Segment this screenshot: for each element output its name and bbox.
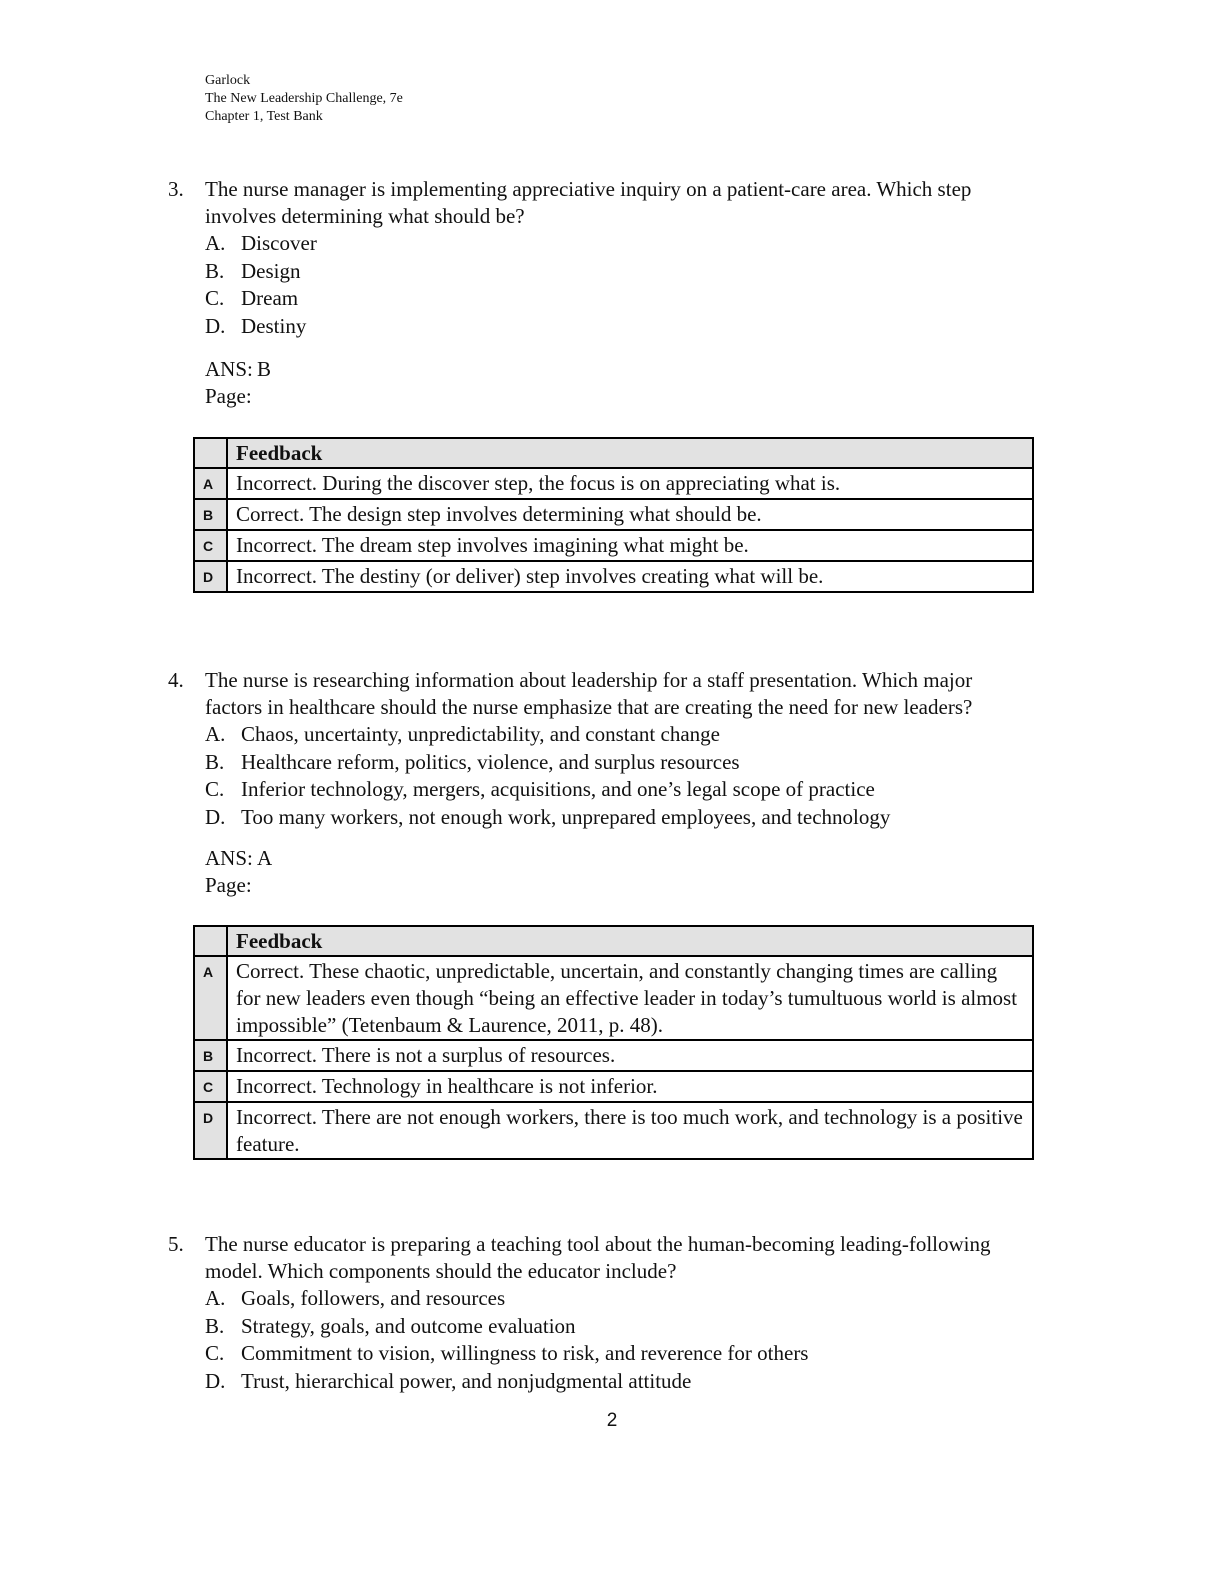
- option-text: Inferior technology, mergers, acquisitions, and one’s legal scope of practice: [241, 777, 875, 801]
- feedback-text: Incorrect. There are not enough workers, there is too much work, and technology is a positive feature.: [227, 1102, 1033, 1159]
- option-letter: C.: [205, 1341, 225, 1365]
- option-letter: D.: [205, 1368, 226, 1393]
- feedback-text: Incorrect. The dream step involves imagining what might be.: [227, 530, 1033, 561]
- feedback-key-header: [194, 926, 227, 956]
- feedback-header: Feedback: [227, 926, 1033, 956]
- table-row: [194, 956, 1033, 1040]
- answer-options: [168, 1285, 1108, 1395]
- answer-line: [205, 356, 1108, 383]
- feedback-key: B: [194, 499, 227, 530]
- table-row: [194, 530, 1033, 561]
- option-text: Goals, followers, and resources: [241, 1286, 506, 1310]
- table-row: [194, 1102, 1033, 1159]
- option-text: Design: [241, 258, 301, 283]
- feedback-key: A: [194, 956, 227, 1040]
- option-d: [205, 1368, 1108, 1396]
- answer-value: B: [257, 357, 272, 381]
- option-letter: A.: [205, 1286, 226, 1310]
- feedback-table-q4: [193, 925, 1034, 1160]
- document-header: [205, 72, 403, 126]
- option-text: Strategy, goals, and outcome evaluation: [241, 1313, 576, 1338]
- table-row: [194, 468, 1033, 499]
- feedback-text: Incorrect. Technology in healthcare is not inferior.: [227, 1071, 1033, 1102]
- page-number: 2: [606, 1410, 618, 1431]
- feedback-key: A: [194, 468, 227, 499]
- answer-block: [168, 845, 1108, 899]
- question-stem: [168, 667, 1108, 721]
- feedback-text: Incorrect. During the discover step, the focus is on appreciating what is.: [227, 468, 1033, 499]
- option-letter: A.: [205, 722, 226, 746]
- question-5: [168, 1231, 1108, 1395]
- option-text: Destiny: [241, 313, 307, 338]
- answer-options: [168, 230, 1108, 340]
- header-chapter: Chapter 1, Test Bank: [205, 109, 323, 124]
- feedback-key: C: [194, 530, 227, 561]
- table-row: [194, 499, 1033, 530]
- stem-line: The nurse is researching information about leadership for a staff presentation. Which major: [205, 668, 973, 692]
- table-row: [194, 1071, 1033, 1102]
- feedback-table-q3: [193, 437, 1034, 593]
- feedback-key: D: [194, 1102, 227, 1159]
- answer-options: [168, 721, 1108, 831]
- option-text: Dream: [241, 286, 299, 310]
- feedback-text: Correct. These chaotic, unpredictable, uncertain, and constantly changing times are calling for new leaders even though “being an effective leader in today’s tumultuous world is almost impossible” (Tetenbaum & Laurence, 2011, p. 48).: [227, 956, 1033, 1040]
- feedback-header-row: [194, 926, 1033, 956]
- table-row: [194, 561, 1033, 592]
- option-a: [205, 721, 1108, 749]
- question-number: 5.: [168, 1232, 184, 1256]
- option-a: [205, 1285, 1108, 1313]
- stem-line: involves determining what should be?: [205, 204, 525, 228]
- feedback-key: B: [194, 1040, 227, 1071]
- option-d: [205, 313, 1108, 341]
- question-number: 4.: [168, 668, 184, 692]
- answer-line: [205, 845, 1108, 872]
- feedback-header-row: [194, 438, 1033, 468]
- option-text: Chaos, uncertainty, unpredictability, and constant change: [241, 722, 720, 746]
- option-b: [205, 1313, 1108, 1341]
- option-c: [205, 776, 1108, 804]
- option-letter: C.: [205, 286, 225, 310]
- option-letter: A.: [205, 231, 226, 255]
- option-text: Healthcare reform, politics, violence, and surplus resources: [241, 749, 740, 774]
- option-a: [205, 230, 1108, 258]
- question-number: 3.: [168, 177, 184, 201]
- question-stem: [168, 1231, 1108, 1285]
- stem-line: factors in healthcare should the nurse emphasize that are creating the need for new leaders?: [205, 695, 973, 719]
- option-letter: C.: [205, 777, 225, 801]
- page-label: Page:: [205, 873, 252, 897]
- option-d: [205, 804, 1108, 832]
- option-text: Too many workers, not enough work, unprepared employees, and technology: [241, 804, 891, 829]
- option-letter: D.: [205, 313, 226, 338]
- option-c: [205, 1340, 1108, 1368]
- question-stem: [168, 176, 1108, 230]
- feedback-key: D: [194, 561, 227, 592]
- option-text: Trust, hierarchical power, and nonjudgmental attitude: [241, 1368, 692, 1393]
- question-3: [168, 176, 1108, 410]
- table-row: [194, 1040, 1033, 1071]
- stem-line: The nurse manager is implementing appreciative inquiry on a patient-care area. Which step: [205, 177, 972, 201]
- option-c: [205, 285, 1108, 313]
- option-text: Commitment to vision, willingness to risk, and reverence for others: [241, 1341, 809, 1365]
- answer-label: ANS:: [205, 357, 253, 381]
- option-text: Discover: [241, 231, 317, 255]
- feedback-text: Correct. The design step involves determining what should be.: [227, 499, 1033, 530]
- option-b: [205, 258, 1108, 286]
- option-letter: B.: [205, 258, 225, 283]
- feedback-header: Feedback: [227, 438, 1033, 468]
- option-b: [205, 749, 1108, 777]
- feedback-text: Incorrect. There is not a surplus of resources.: [227, 1040, 1033, 1071]
- stem-line: model. Which components should the educator include?: [205, 1259, 677, 1283]
- answer-value: A: [257, 846, 273, 870]
- option-letter: B.: [205, 749, 225, 774]
- page-label: Page:: [205, 384, 252, 408]
- feedback-key: C: [194, 1071, 227, 1102]
- header-author: Garlock: [205, 73, 251, 88]
- header-book-title: The New Leadership Challenge, 7e: [205, 91, 403, 106]
- answer-block: [168, 356, 1108, 410]
- stem-line: The nurse educator is preparing a teaching tool about the human-becoming leading-following: [205, 1232, 991, 1256]
- feedback-text: Incorrect. The destiny (or deliver) step involves creating what will be.: [227, 561, 1033, 592]
- answer-label: ANS:: [205, 846, 253, 870]
- feedback-key-header: [194, 438, 227, 468]
- option-letter: B.: [205, 1313, 225, 1338]
- question-4: [168, 667, 1108, 899]
- option-letter: D.: [205, 804, 226, 829]
